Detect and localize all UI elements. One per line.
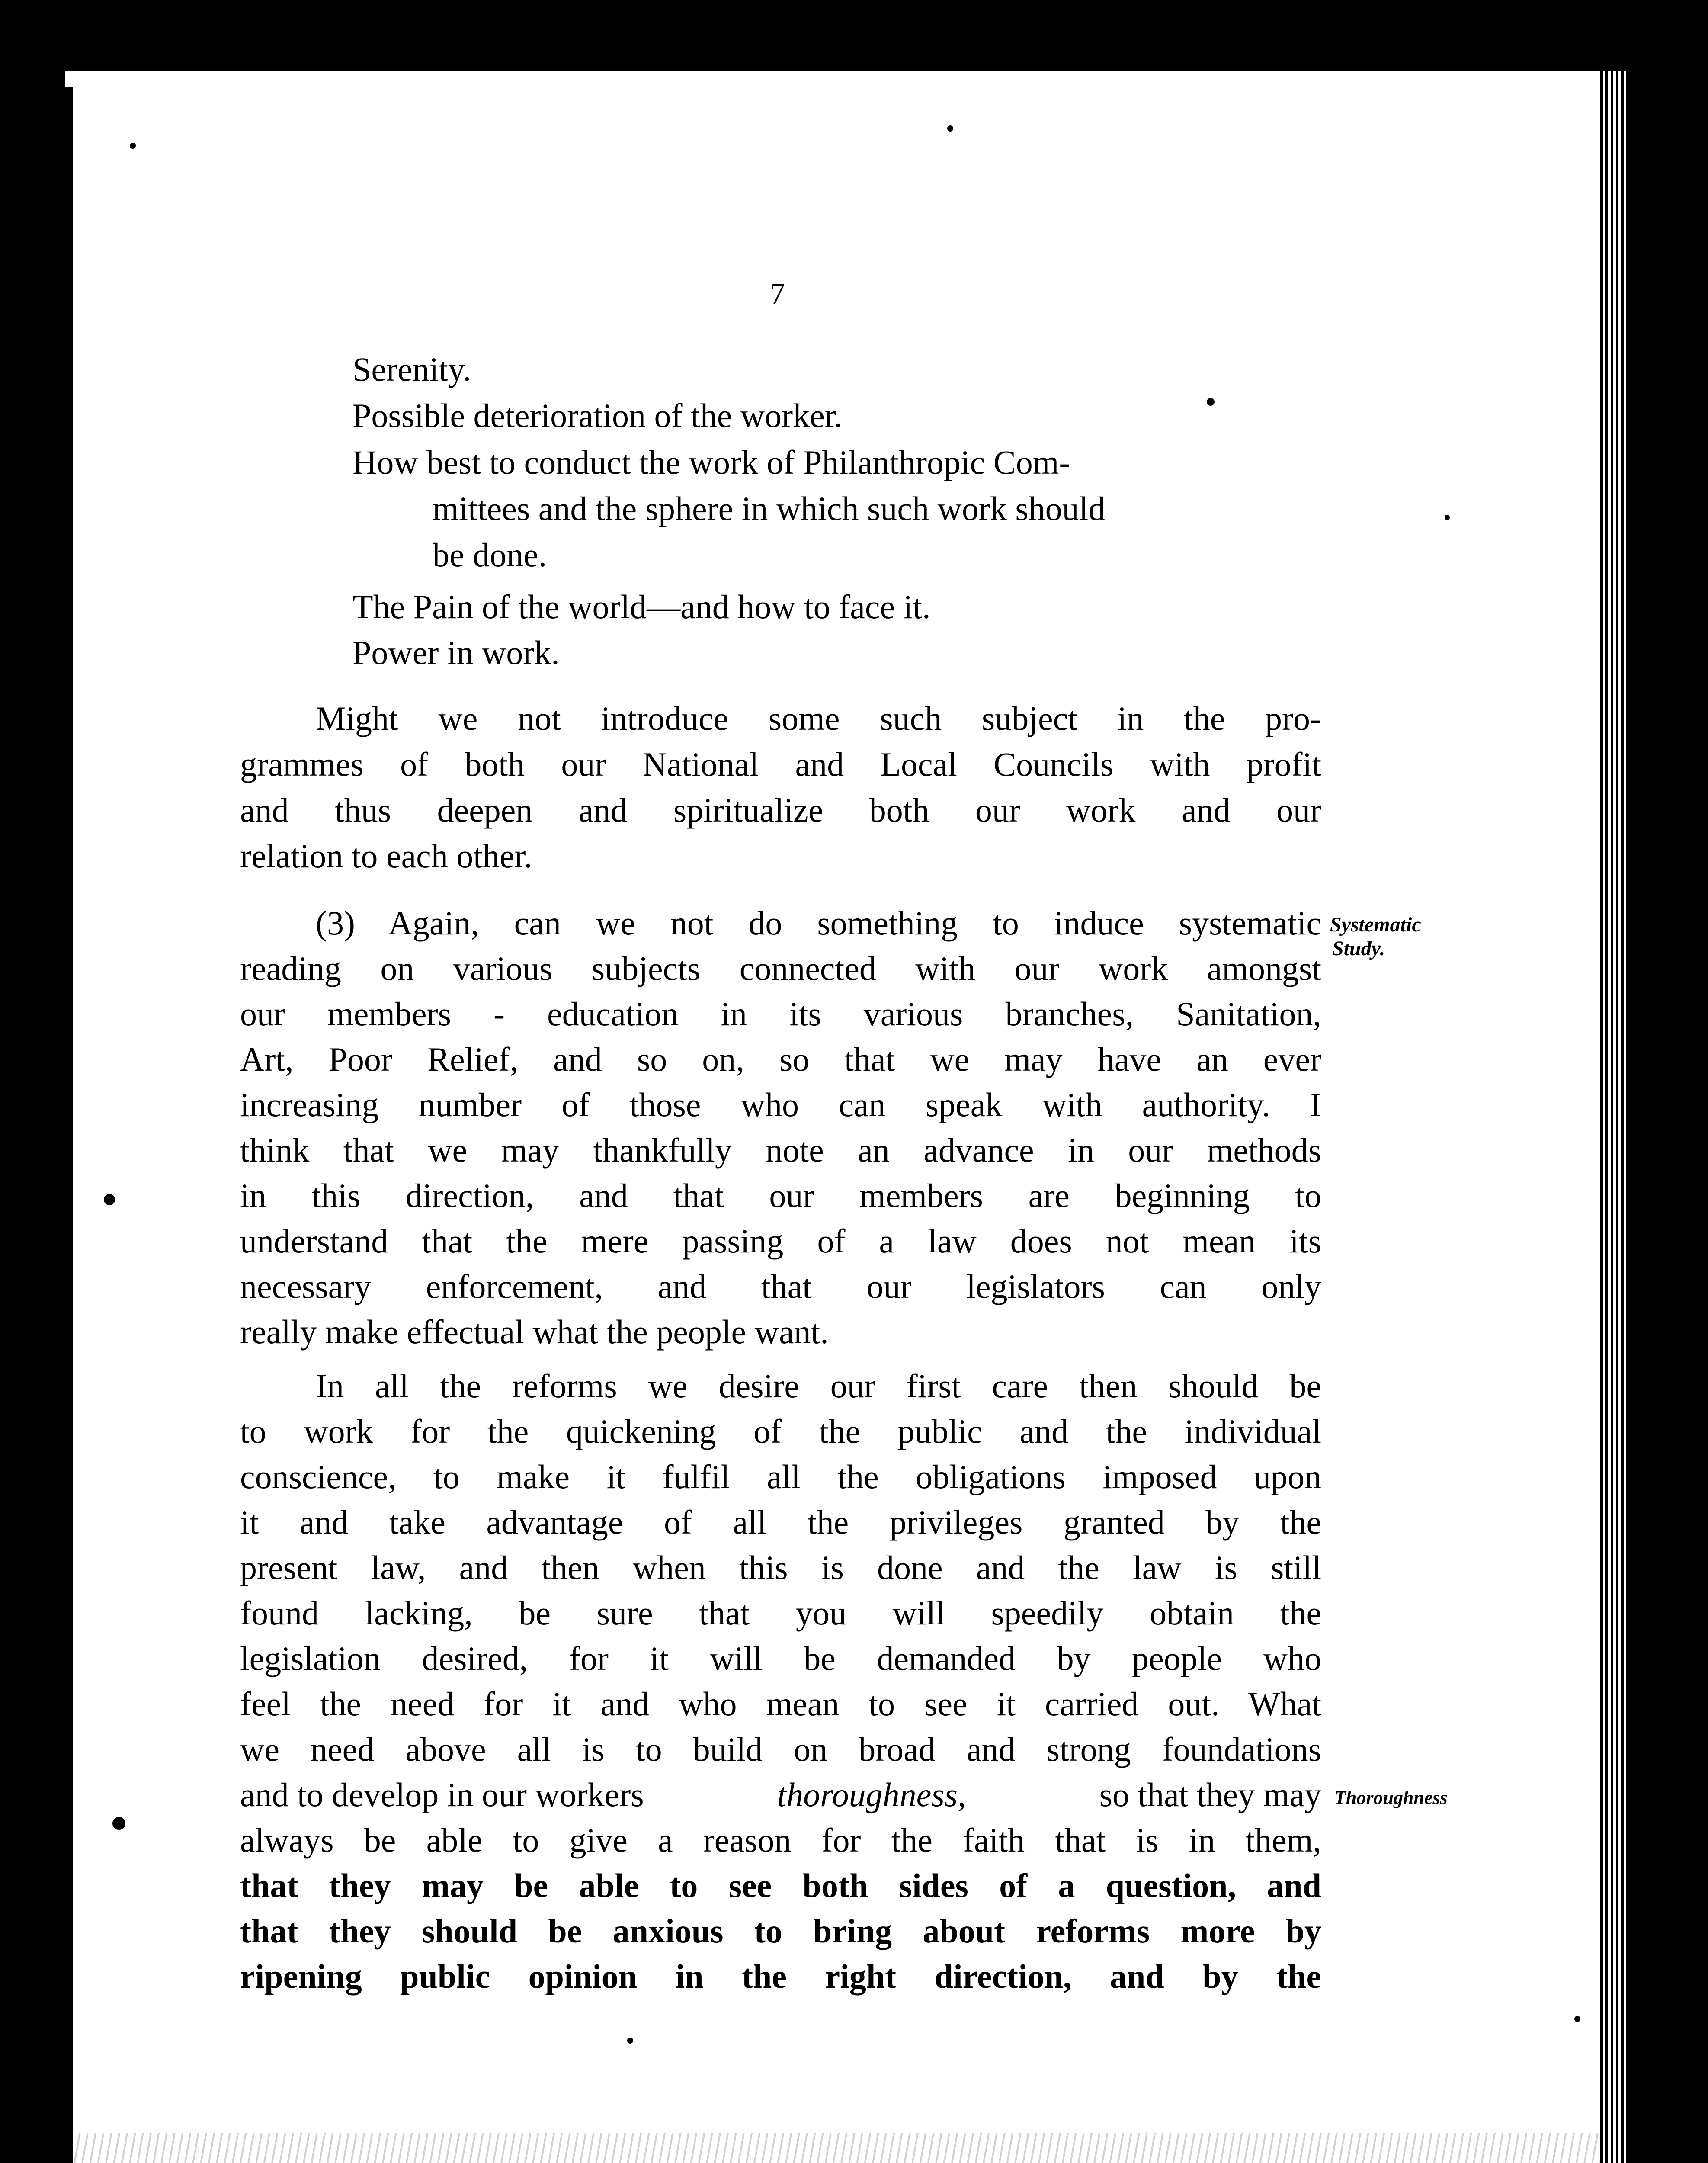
paragraph-line: our members - education in its various branches, Sanitation, bbox=[240, 995, 1321, 1033]
paragraph-line: legislation desired, for it will be demanded by people who bbox=[240, 1640, 1321, 1677]
paragraph-line: really make effectual what the people want. bbox=[240, 1313, 829, 1351]
paragraph-line: and thus deepen and spiritualize both our work and our bbox=[240, 791, 1321, 829]
paragraph-line: Might we not introduce some such subject in the pro- bbox=[316, 700, 1321, 737]
scan-speck bbox=[627, 2038, 633, 2044]
scan-speck bbox=[130, 143, 136, 149]
scan-speck bbox=[104, 1194, 115, 1205]
left-page-edge bbox=[65, 87, 73, 2163]
scan-speck bbox=[112, 1817, 125, 1830]
margin-note-systematic: Systematic bbox=[1330, 913, 1421, 936]
paragraph-line: Art, Poor Relief, and so on, so that we may have an ever bbox=[240, 1040, 1321, 1078]
right-page-edge bbox=[1600, 71, 1626, 2163]
scan-speck bbox=[1445, 515, 1450, 520]
paragraph-line: found lacking, be sure that you will speedily obtain the bbox=[240, 1594, 1321, 1632]
paragraph-line: conscience, to make it fulfil all the obligations imposed upon bbox=[240, 1458, 1321, 1495]
list-item: Power in work. bbox=[352, 634, 560, 671]
margin-note-study: Study. bbox=[1332, 937, 1385, 960]
paragraph-line: always be able to give a reason for the faith that is in them, bbox=[240, 1821, 1321, 1859]
paragraph-line: present law, and then when this is done and the law is still bbox=[240, 1549, 1321, 1586]
list-item: be done. bbox=[433, 536, 547, 574]
list-item: Possible deterioration of the worker. bbox=[352, 397, 843, 434]
list-item: mittees and the sphere in which such work should bbox=[433, 490, 1106, 527]
paragraph-line: we need above all is to build on broad and strong foundations bbox=[240, 1730, 1321, 1768]
bottom-scan-noise bbox=[65, 2133, 1600, 2163]
scan-speck bbox=[947, 125, 953, 132]
paragraph-line: understand that the mere passing of a law does not mean its bbox=[240, 1222, 1321, 1260]
paragraph-line-with-emphasis bbox=[240, 1778, 1321, 1812]
emphasis-thoroughness: thoroughness, bbox=[777, 1776, 966, 1813]
paragraph-line-part: so that they may bbox=[1099, 1776, 1321, 1813]
paragraph-line: it and take advantage of all the privileges granted by the bbox=[240, 1503, 1321, 1541]
paragraph-line: that they should be anxious to bring about reforms more by bbox=[240, 1912, 1321, 1950]
list-item: How best to conduct the work of Philanthropic Com- bbox=[352, 443, 1070, 481]
list-item: Serenity. bbox=[352, 350, 471, 388]
scan-speck bbox=[1574, 2016, 1580, 2022]
paragraph-line: think that we may thankfully note an advance in our methods bbox=[240, 1131, 1321, 1169]
paragraph-line: to work for the quickening of the public and the individual bbox=[240, 1412, 1321, 1450]
paragraph-line: ripening public opinion in the right direction, and by the bbox=[240, 1958, 1321, 1995]
margin-note-thoroughness: Thoroughness bbox=[1334, 1787, 1448, 1808]
paragraph-line: reading on various subjects connected with our work amongst bbox=[240, 950, 1321, 987]
paragraph-line: necessary enforcement, and that our legislators can only bbox=[240, 1268, 1321, 1305]
list-item: The Pain of the world—and how to face it. bbox=[352, 588, 931, 626]
paragraph-line: relation to each other. bbox=[240, 837, 532, 875]
paragraph-line: feel the need for it and who mean to see it carried out. What bbox=[240, 1685, 1321, 1723]
paragraph-line: (3) Again, can we not do something to induce systematic bbox=[316, 904, 1321, 942]
scan-speck bbox=[1207, 398, 1215, 406]
paragraph-line: in this direction, and that our members are beginning to bbox=[240, 1177, 1321, 1214]
paragraph-line: grammes of both our National and Local Councils with profit bbox=[240, 745, 1321, 783]
paragraph-line: that they may be able to see both sides of a question, and bbox=[240, 1867, 1321, 1904]
paragraph-line: increasing number of those who can speak with authority. I bbox=[240, 1086, 1321, 1123]
paragraph-line: In all the reforms we desire our first care then should be bbox=[316, 1367, 1321, 1405]
paragraph-line-part: and to develop in our workers bbox=[240, 1776, 644, 1813]
page-number: 7 bbox=[770, 277, 785, 311]
